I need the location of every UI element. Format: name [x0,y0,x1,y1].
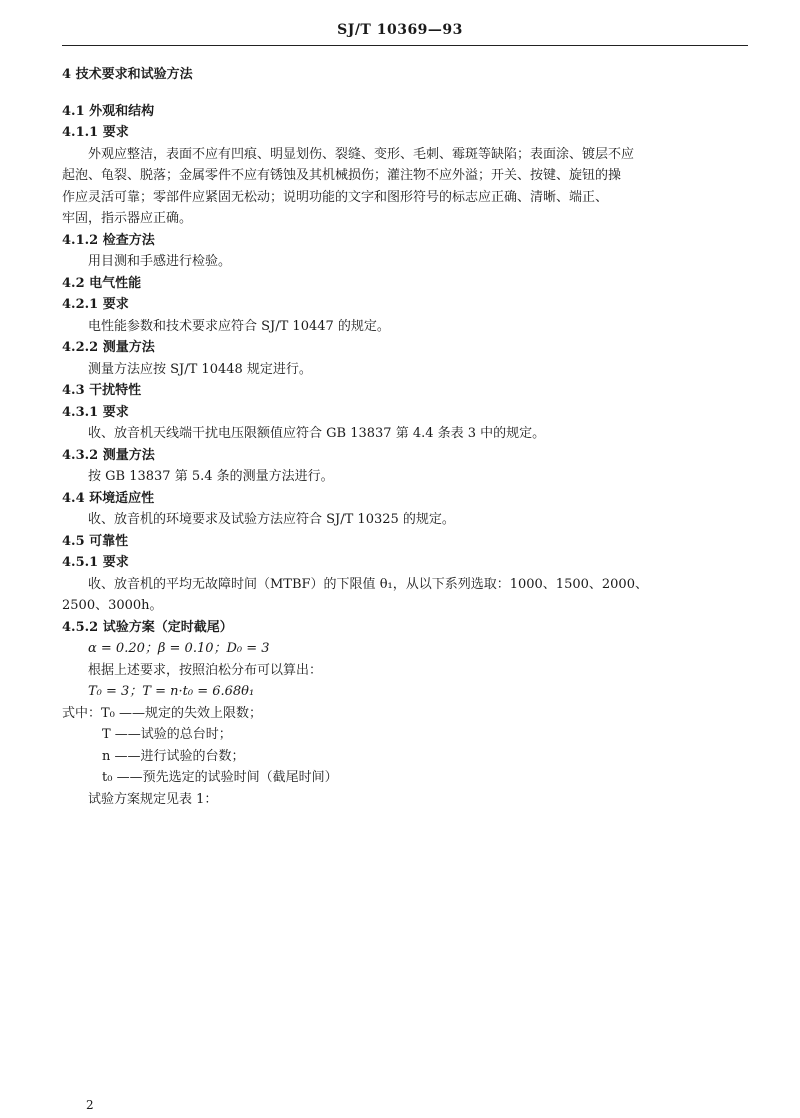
paragraph-line: 根据上述要求，按照泊松分布可以算出： [88,662,323,678]
section-4-5-1-title: 4.5.1 要求 [62,555,129,570]
standard-id: SJ/T 10369—93 [337,22,463,38]
section-4-1-title: 4.1 外观和结构 [62,103,155,119]
document-body [62,62,772,810]
header-divider [62,45,748,46]
paragraph-line: 2500、3000h。 [62,598,163,613]
paragraph-line: 按 GB 13837 第 5.4 条的测量方法进行。 [88,469,334,484]
definition-item: T ——试验的总台时； [102,727,232,742]
section-4-3-title: 4.3 干扰特性 [62,383,142,398]
paragraph-line: 用目测和手感进行检验。 [88,254,232,269]
definition-item: n ——进行试验的台数； [102,748,245,764]
paragraph-line: 外观应整洁，表面不应有凹痕、明显划伤、裂缝、变形、毛刺、霉斑等缺陷；表面涂、镀层不应 [88,146,635,162]
section-4-1-2-title: 4.1.2 检查方法 [62,232,155,248]
definition-lead: 式中：T₀ ——规定的失效上限数； [62,705,263,721]
section-4-2-1-title: 4.2.1 要求 [62,297,129,312]
section-4-2-2-title: 4.2.2 测量方法 [62,340,155,355]
section-4-1-1-title: 4.1.1 要求 [62,125,129,140]
page-number: 2 [86,1098,94,1112]
paragraph-line: 起泡、龟裂、脱落；金属零件不应有锈蚀及其机械损伤；灌注物不应外溢；开关、按键、旋钮的操 [62,168,622,183]
section-4-5-title: 4.5 可靠性 [62,533,129,549]
table-reference: 试验方案规定见表 1： [88,791,218,807]
paragraph-line: 电性能参数和技术要求应符合 SJ/T 10447 的规定。 [88,318,390,334]
section-4-3-2-title: 4.3.2 测量方法 [62,447,155,463]
formula: T₀ = 3；T = n·t₀ = 6.68θ₁ [88,684,255,699]
section-4-2-title: 4.2 电气性能 [62,275,142,291]
paragraph-line: 测量方法应按 SJ/T 10448 规定进行。 [88,361,312,377]
paragraph-line: 收、放音机的环境要求及试验方法应符合 SJ/T 10325 的规定。 [88,512,455,527]
section-4-3-1-title: 4.3.1 要求 [62,404,129,420]
section-4-title: 4 技术要求和试验方法 [62,67,193,82]
section-4-4-title: 4.4 环境适应性 [62,490,155,506]
definition-item: t₀ ——预先选定的试验时间（截尾时间） [102,770,338,785]
paragraph-line: 作应灵活可靠；零部件应紧固无松动；说明功能的文字和图形符号的标志应正确、清晰、端正、 [62,189,609,205]
paragraph-line: 收、放音机天线端干扰电压限额值应符合 GB 13837 第 4.4 条表 3 中的规定。 [88,426,546,441]
test-parameters: α = 0.20；β = 0.10；D₀ = 3 [88,641,270,656]
section-4-5-2-title: 4.5.2 试验方案（定时截尾） [62,619,233,635]
paragraph-line: 收、放音机的平均无故障时间（MTBF）的下限值 θ₁，从以下系列选取：1000、1500、2000、 [88,576,648,592]
paragraph-line: 牢固，指示器应正确。 [62,211,193,226]
